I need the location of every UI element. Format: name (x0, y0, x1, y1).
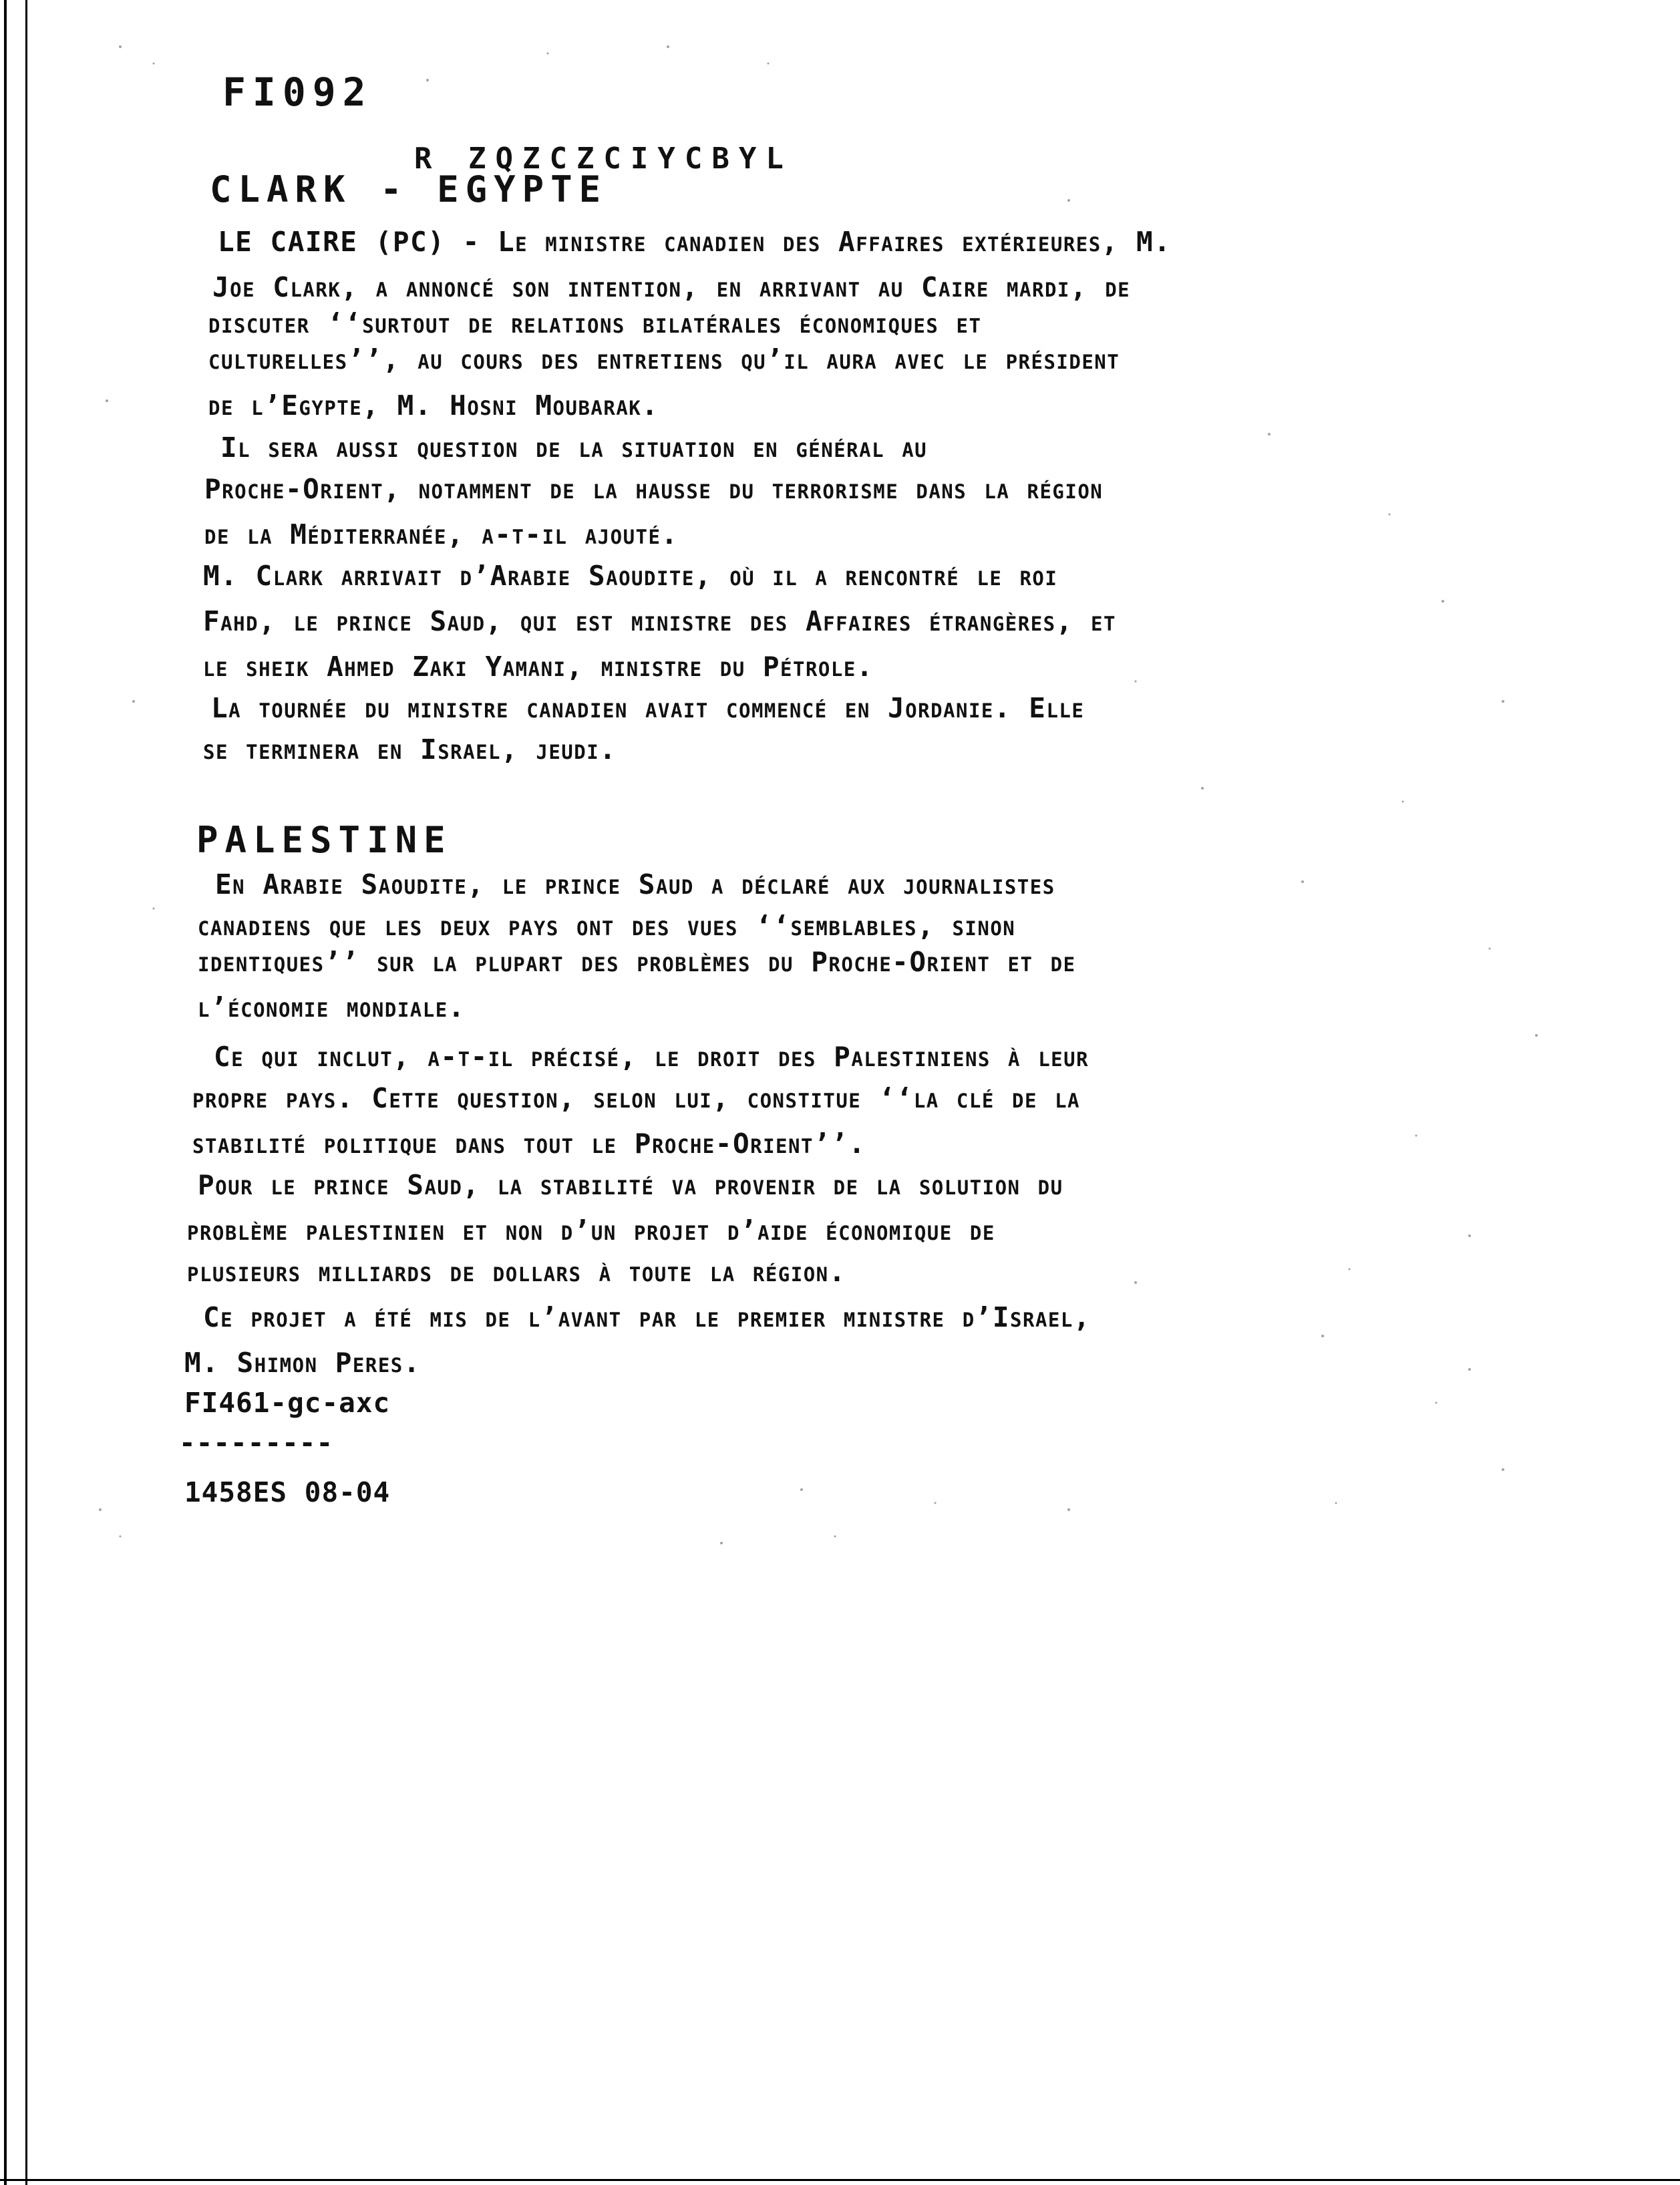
story2-line-12: M. Shimon Peres. (184, 1347, 421, 1379)
story2-line-4: l’économie mondiale. (198, 991, 466, 1023)
story2-line-10: plusieurs milliards de dollars à toute la région. (187, 1256, 846, 1288)
story2-line-6: propre pays. Cette question, selon lui, constitue ‘‘la clé de la (192, 1082, 1080, 1114)
story1-line-12: La tournée du ministre canadien avait commencé en Jordanie. Elle (211, 692, 1085, 724)
story1-line-5: de l’Egypte, M. Hosni Moubarak. (208, 389, 659, 422)
story2-line-2: canadiens que les deux pays ont des vues ‘‘semblables, sinon (198, 910, 1016, 942)
story-code: FI092 (222, 69, 373, 115)
story2-line-3: identiques’’ sur la plupart des problèmes du Proche-Orient et de (198, 946, 1076, 978)
story2-line-5: Ce qui inclut, a-t-il précisé, le droit des Palestiniens à leur (214, 1041, 1089, 1073)
story2-line-9: problème palestinien et non d’un projet d’aide économique de (187, 1214, 995, 1246)
story2-line-8: Pour le prince Saud, la stabilité va provenir de la solution du (198, 1169, 1063, 1201)
story1-line-9: M. Clark arrivait d’Arabie Saoudite, où il a rencontré le roi (203, 560, 1058, 592)
story1-line-4: culturelles’’, au cours des entretiens qu’il aura avec le président (208, 343, 1120, 375)
story1-line-7: Proche-Orient, notamment de la hausse du terrorisme dans la région (204, 473, 1104, 505)
story1-line-3: discuter ‘‘surtout de relations bilatérales économiques et (208, 307, 982, 339)
story-slug: FI461-gc-axc (184, 1387, 391, 1419)
story1-line-1: LE CAIRE (PC) - Le ministre canadien des Affaires extérieures, M. (218, 226, 1172, 258)
headline-clark-egypte: CLARK - EGYPTE (210, 168, 608, 210)
story1-line-8: de la Méditerranée, a-t-il ajouté. (204, 518, 679, 550)
story1-line-10: Fahd, le prince Saud, qui est ministre des Affaires étrangères, et (203, 605, 1116, 637)
separator-line: --------- (179, 1427, 334, 1459)
story2-line-7: stabilité politique dans tout le Proche-Orient’’. (192, 1128, 866, 1160)
routing-line: R ZQZCZCIYCBYL (414, 142, 793, 176)
transmission-timestamp: 1458ES 08-04 (184, 1476, 391, 1508)
story1-line-6: Il sera aussi question de la situation en général au (220, 432, 928, 464)
story1-line-11: le sheik Ahmed Zaki Yamani, ministre du Pétrole. (203, 651, 874, 683)
story2-line-11: Ce projet a été mis de l’avant par le premier ministre d’Israel, (203, 1301, 1091, 1333)
telex-text (0, 0, 1172, 1508)
story1-line-2: Joe Clark, a annoncé son intention, en arrivant au Caire mardi, de (212, 271, 1131, 303)
story2-line-1: En Arabie Saoudite, le prince Saud a déclaré aux journalistes (215, 868, 1055, 900)
headline-palestine: PALESTINE (196, 819, 452, 861)
story1-line-13: se terminera en Israel, jeudi. (203, 733, 617, 766)
